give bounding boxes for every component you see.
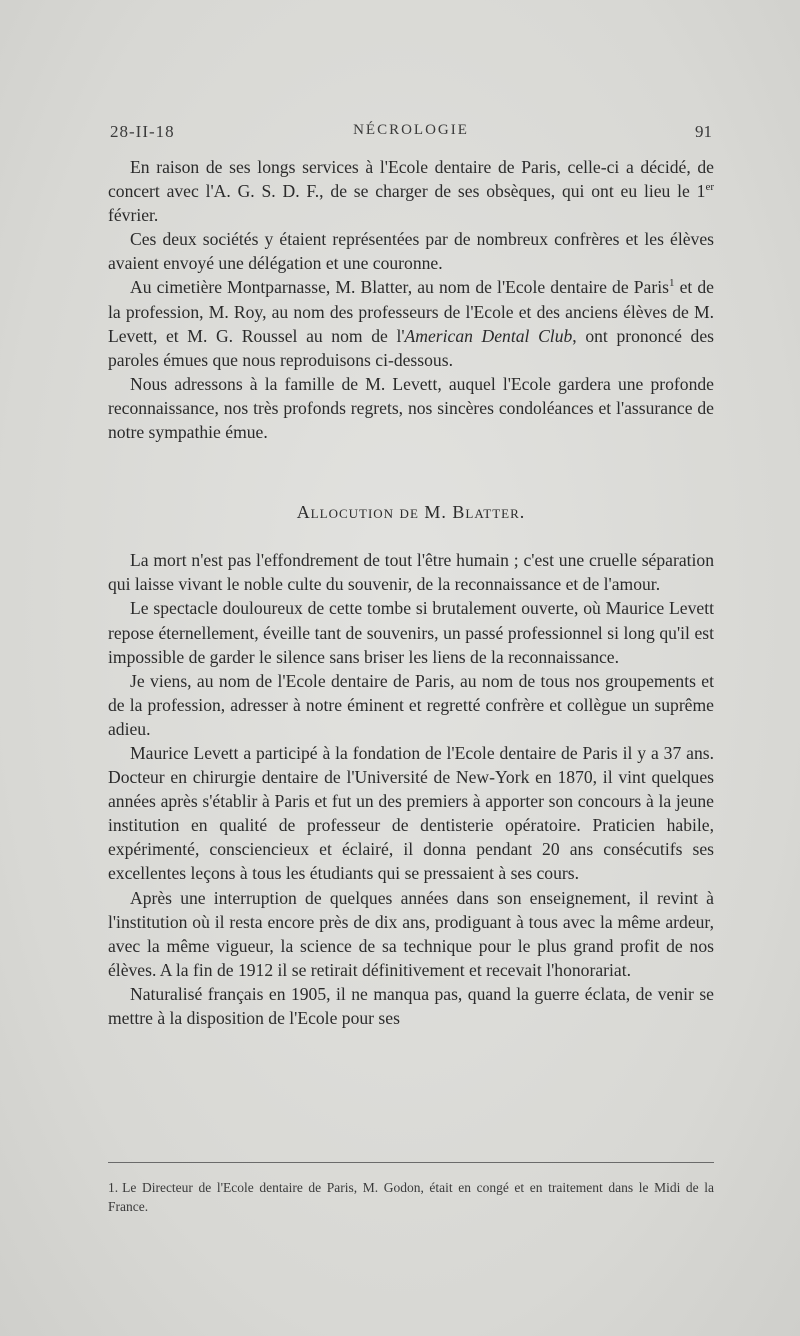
- footnote-reference: 1: [668, 277, 675, 290]
- section-title: Allocution de M. Blatter.: [296, 502, 526, 523]
- paragraph: Le spectacle douloureux de cette tombe si brutalement ouverte, où Maurice Levett repose éternellement, éveille tant de souvenirs, un passé professionnel si long qu'il est impossible de garder le silence sans briser les liens de la reconnaissance.: [108, 598, 714, 667]
- page-number: 91: [695, 122, 712, 141]
- paragraph: Je viens, au nom de l'Ecole dentaire de Paris, au nom de tous nos groupements et de la profession, adresser à notre éminent et regretté confrère et collègue un suprême adieu.: [108, 670, 714, 739]
- footnote-rule: [108, 1162, 714, 1163]
- ordinal-superscript: er: [705, 181, 714, 194]
- footnote-number: 1.: [108, 1180, 119, 1195]
- header-title: NÉCROLOGIE: [353, 122, 469, 138]
- paragraph: Après une interruption de quelques années dans son enseignement, il revint à l'institution où il resta encore près de dix ans, prodiguant à tous avec la même ardeur, avec la même vigueur, la science de sa technique pour le plus grand profit de nos élèves. A la fin de 1912 il se retirait définitivement et recevait l'honorariat.: [108, 887, 714, 980]
- footnote-text: Le Directeur de l'Ecole dentaire de Paris, M. Godon, était en congé et en traitement dans le Midi de la France.: [108, 1180, 714, 1214]
- paragraph: En raison de ses longs services à l'Ecole dentaire de Paris, celle-ci a décidé, de concert avec l'A. G. S. D. F., de se charger de ses obsèques, qui ont eu lieu le 1er février.: [108, 157, 714, 226]
- club-name: American Dental Club: [404, 325, 573, 346]
- running-header: [110, 122, 712, 146]
- header-date: 28-II-18: [110, 122, 175, 141]
- paragraph: Ces deux sociétés y étaient représentées par de nombreux confrères et les élèves avaient envoyé une délégation et une couronne.: [108, 229, 714, 274]
- paragraph: Naturalisé français en 1905, il ne manqua pas, quand la guerre éclata, de venir se mettre à la disposition de l'Ecole pour ses: [108, 983, 714, 1028]
- paragraph: Au cimetière Montparnasse, M. Blatter, au nom de l'Ecole dentaire de Paris$^1$ et de la profession, M. Roy, au nom des professeurs de l'Ecole et des anciens élèves de M. Levett, et M. G. Roussel au nom de l'American Dental Club, ont prononcé des paroles émues que nous reproduisons ci-dessous.: [108, 277, 714, 370]
- paragraph: La mort n'est pas l'effondrement de tout l'être humain ; c'est une cruelle séparation qui laisse vivant le noble culte du souvenir, de la reconnaissance et de l'amour.: [108, 550, 714, 595]
- paragraph: Nous adressons à la famille de M. Levett, auquel l'Ecole gardera une profonde reconnaissance, nos très profonds regrets, nos sincères condoléances et l'assurance de notre sympathie émue.: [108, 373, 714, 443]
- paragraph: Maurice Levett a participé à la fondation de l'Ecole dentaire de Paris il y a 37 ans. Docteur en chirurgie dentaire de l'Université de New-York en 1870, il vint quelques années après s'établir à Paris et fut un des premiers à apporter son concours à la jeune institution en qualité de professeur de dentisterie opératoire. Praticien habile, expérimenté, consciencieux et éclairé, il donna pendant 20 ans consécutifs ses excellentes leçons à tous les étudiants qui se pressaient à ses cours.: [108, 742, 714, 884]
- footnote: [108, 1178, 714, 1216]
- main-text: [108, 155, 714, 1030]
